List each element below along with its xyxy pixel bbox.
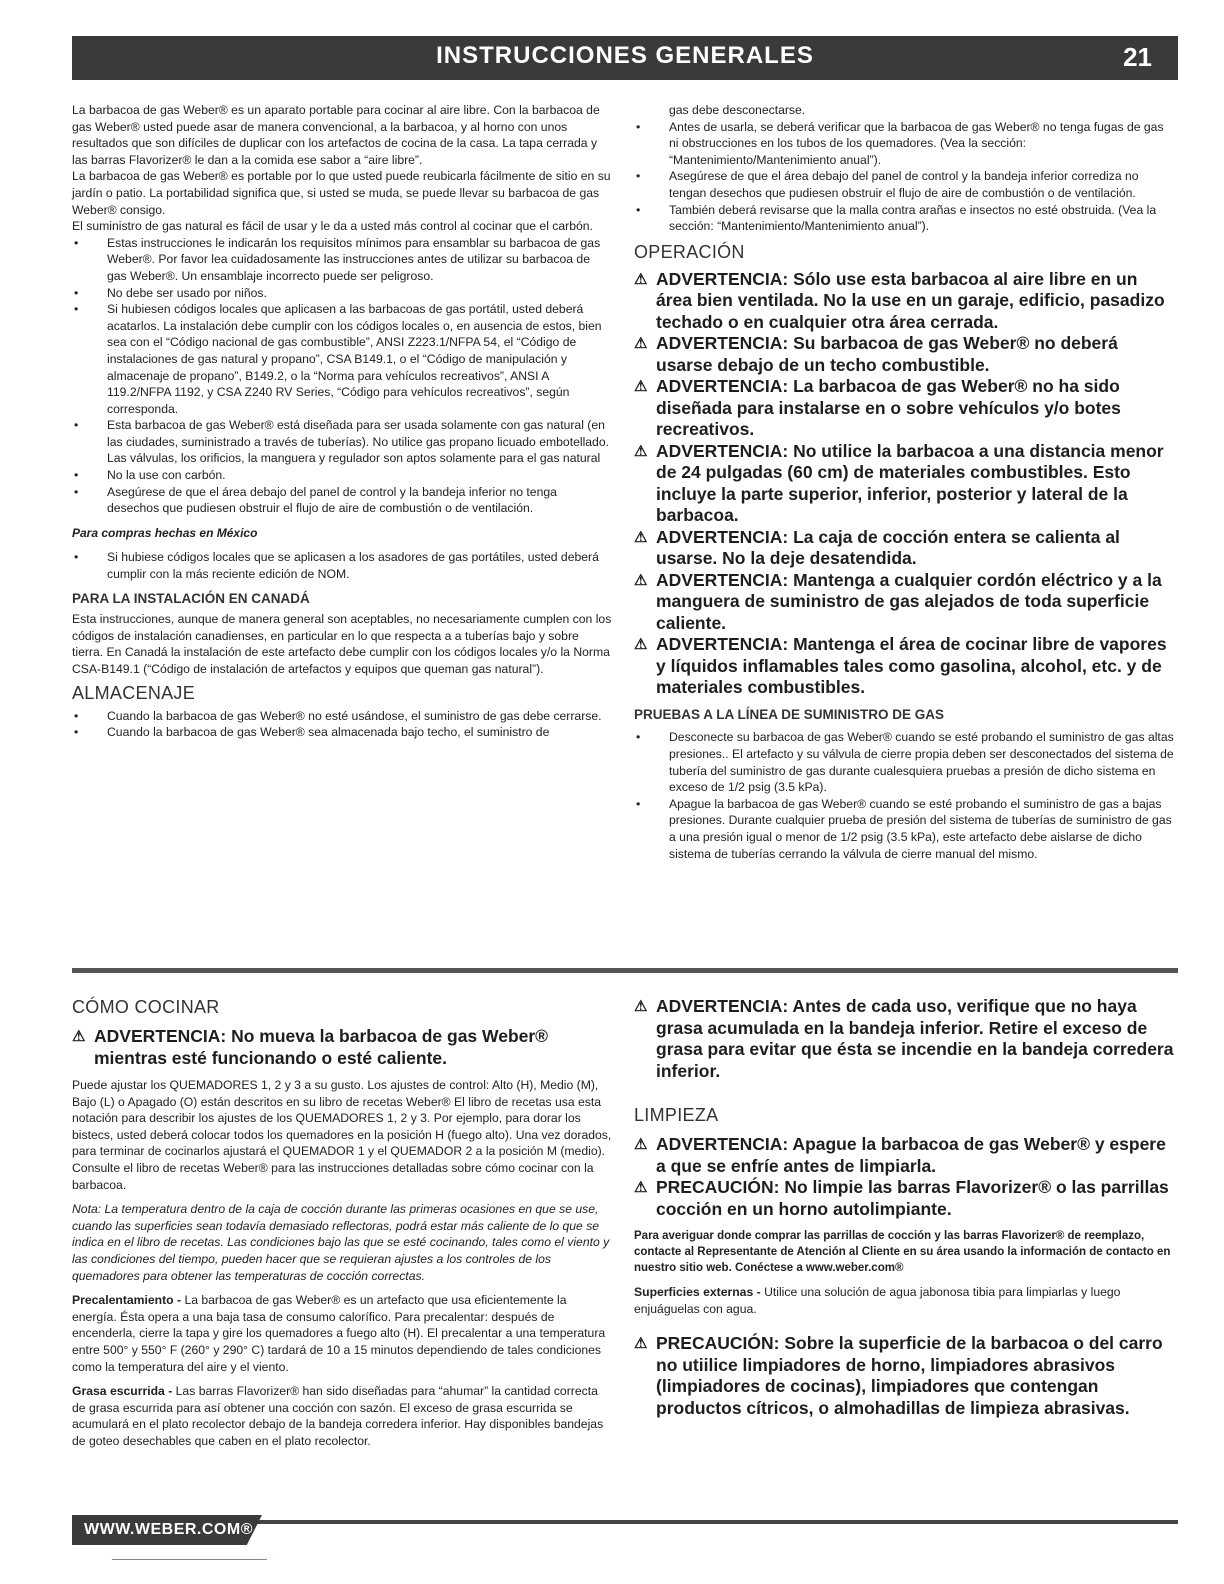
list-item: • No debe ser usado por niños. <box>72 285 612 302</box>
warning-6: ⚠ ADVERTENCIA: Mantenga a cualquier cordón eléctrico y a la manguera de suministro de gas alejados de toda superficie caliente. <box>634 569 1162 633</box>
preheat-paragraph: Precalentamiento - La barbacoa de gas Weber® es un artefacto que usa eficientemente la energía. Ésta opera a una baja tasa de consumo calorífico. Para precalentar: después de encenderla, cierre la tapa y gire los quemadores a fuego alto (H). El precalentar a una temperatura entre 500° y 550° F (260° y 290° C) tardará de 10 a 15 minutos dependiendo de tales condiciones como la temperatura del aire y el viento. <box>72 1293 606 1374</box>
warning-5: ⚠ ADVERTENCIA: La caja de cocción entera se calienta al usarse. No la deje desatendida. <box>634 526 1120 569</box>
page-title: INSTRUCCIONES GENERALES <box>436 42 814 69</box>
warning-triangle-icon: ⚠ <box>72 1028 86 1045</box>
exterior-label: Superficies externas - <box>634 1285 761 1299</box>
cooking-warning: ⚠ ADVERTENCIA: No mueva la barbacoa de gas Weber® mientras esté funcionando o esté caliente. <box>72 1026 549 1068</box>
warning-triangle-icon: ⚠ <box>634 1179 648 1196</box>
warning-triangle-icon: ⚠ <box>634 636 648 654</box>
list-item: • Si hubiese códigos locales que se aplicasen a los asadores de gas portátiles, usted deberá cumplir con la más reciente edición de NOM. <box>72 549 612 582</box>
list-item: • Desconecte su barbacoa de gas Weber® cuando se esté probando el suministro de gas altas presiones.. El artefacto y su válvula de cierre propia deben ser desconectados del sistema de tubería del suministro de gas durante cualesquiera pruebas a presión de dicho sistema en exceso de 1/2 psig (3.5 kPa). <box>634 729 1174 795</box>
list-item: • Antes de usarla, se deberá verificar que la barbacoa de gas Weber® no tenga fugas de gas ni obstrucciones en los tubos de los quemadores. (Vea la sección: “Mantenimiento/Mantenimiento anual”). <box>634 119 1174 169</box>
buy-info: Para averiguar donde comprar las parrillas de cocción y las barras Flavorizer® de reemplazo, contacte al Representante de Atención al Cliente en su área usando la información de contacto en nuestro sitio web. Conéctese a www.weber.com® <box>634 1230 1171 1274</box>
page-header <box>72 36 1178 80</box>
list-item: • Si hubiesen códigos locales que aplicasen a las barbacoas de gas portátil, usted deberá acatarlos. La instalación debe cumplir con los códigos locales o, en ausencia de estos, bien sea con el “Código nacional de gas combustible”, ANSI Z223.1/NFPA 54, el “Código de instalaciones de gas natural y propano”, CSA B149.1, o el “Código de manipulación y almacenaje de propano”, B149.2, o la “Norma para vehículos recreativos”, ANSI A 119.2/NFPA 1192, y CSA Z240 RV Series, “Código para vehículos recreativos”, según corresponda. <box>72 301 612 417</box>
warning-triangle-icon: ⚠ <box>634 335 648 353</box>
cleaning-warning: ⚠ ADVERTENCIA: Apague la barbacoa de gas Weber® y espere a que se enfríe antes de limpiarla. <box>634 1134 1166 1176</box>
warning-2: ⚠ ADVERTENCIA: Su barbacoa de gas Weber® no deberá usarse debajo de un techo combustible. <box>634 333 1118 375</box>
page-number: 21 <box>1123 42 1152 72</box>
warning-triangle-icon: ⚠ <box>634 528 648 546</box>
warning-triangle-icon: ⚠ <box>634 442 648 460</box>
warning-4: ⚠ ADVERTENCIA: No utilice la barbacoa a una distancia menor de 24 pulgadas (60 cm) de materiales combustibles. Esto incluye la parte superior, inferior, posterior y lateral de la barbacoa. <box>634 440 1164 526</box>
warning-triangle-icon: ⚠ <box>634 1136 648 1153</box>
list-item: • Asegúrese de que el área debajo del panel de control y la bandeja inferior no tenga desechos que pudiesen obstruir el flujo de aire de combustión o de ventilación. <box>72 484 612 517</box>
footer-url[interactable]: WWW.WEBER.COM® <box>84 1521 253 1538</box>
top-left-column <box>72 102 612 741</box>
list-item: • También deberá revisarse que la malla contra arañas e insectos no esté obstruida. (Vea la sección: “Mantenimiento/Mantenimiento anual”). <box>634 202 1174 235</box>
surface-caution: ⚠ PRECAUCIÓN: Sobre la superficie de la barbacoa o del carro no utiilice limpiadores de horno, limpiadores abrasivos (limpiadores de cocinas), limpiadores que contengan productos cítricos, o almohadillas de limpieza abrasivas. <box>634 1333 1163 1418</box>
oven-caution: ⚠ PRECAUCIÓN: No limpie las barras Flavorizer® o las parrillas cocción en un horno autolimpiante. <box>634 1177 1169 1219</box>
list-item: • No la use con carbón. <box>72 467 612 484</box>
list-item: • Esta barbacoa de gas Weber® está diseñada para ser usada solamente con gas natural (en las ciudades, suministrado a través de tuberías). No utilice gas propano licuado embotellado. Las válvulas, los orificios, la manguera y regulador son aptos solamente para el gas natural <box>72 417 612 467</box>
list-item: • Apague la barbacoa de gas Weber® cuando se esté probando el suministro de gas a bajas presiones. Durante cualquier prueba de presión del sistema de tuberías de suministro de gas a una presión igual o menor de 1/2 psig (3.5 kPa), este artefacto debe aislarse de dicho sistema de tuberías cerrando la válvula de cierre manual del mismo. <box>634 796 1174 862</box>
warning-triangle-icon: ⚠ <box>634 571 648 589</box>
warning-triangle-icon: ⚠ <box>634 270 648 288</box>
canada-paragraph: Esta instrucciones, aunque de manera general son aceptables, no necesariamente cumplen con los códigos de instalación canadienses, en particular en lo que respecta a a tuberías bajo y sobre tierra. En Canadá la instalación de este artefacto debe cumplir con los códigos locales y/o la Norma CSA-B149.1 (“Código de instalación de artefactos y equipos que queman gas natural”). <box>72 612 612 676</box>
cleaning-heading: LIMPIEZA <box>634 1105 719 1125</box>
bottom-right-column <box>634 996 1179 1419</box>
section-divider <box>72 968 1178 973</box>
grease-warning: ⚠ ADVERTENCIA: Antes de cada uso, verifique que no haya grasa acumulada en la bandeja inferior. Retire el exceso de grasa para evitar que ésta se incendie en la bandeja corredera inferior. <box>634 996 1174 1081</box>
intro-paragraph-3: El suministro de gas natural es fácil de usar y le da a usted más control al cocinar que el carbón. <box>72 219 593 234</box>
continuation-text: gas debe desconectarse. <box>669 103 806 117</box>
list-item: • Asegúrese de que el área debajo del panel de control y la bandeja inferior corrediza no tengan desechos que pudiesen obstruir el flujo de aire de combustión o de ventilación. <box>634 168 1174 201</box>
warning-triangle-icon: ⚠ <box>634 378 648 396</box>
grease-paragraph: Grasa escurrida - Las barras Flavorizer® han sido diseñadas para “ahumar” la cantidad correcta de grasa escurrida para así obtener una cocción con sazón. El exceso de grasa escurrida se acumulará en el plato recolector debajo de la bandeja corredera inferior. Hay disponibles bandejas de goteo desechables que caben en el plato recolector. <box>72 1384 604 1448</box>
warning-triangle-icon: ⚠ <box>634 998 648 1015</box>
operation-heading: OPERACIÓN <box>634 241 745 262</box>
list-item: • Cuando la barbacoa de gas Weber® no esté usándose, el suministro de gas debe cerrarse. <box>72 708 612 725</box>
storage-heading: ALMACENAJE <box>72 682 196 703</box>
preheat-label: Precalentamiento - <box>72 1293 182 1308</box>
footer-underline <box>112 1559 267 1560</box>
list-item: • Cuando la barbacoa de gas Weber® sea almacenada bajo techo, el suministro de <box>72 724 612 741</box>
gas-test-heading: PRUEBAS A LA LÍNEA DE SUMINISTRO DE GAS <box>634 706 945 722</box>
cooking-heading: CÓMO COCINAR <box>72 997 220 1017</box>
exterior-paragraph: Superficies externas - Utilice una solución de agua jabonosa tibia para limpiarlas y luego enjuáguelas con agua. <box>634 1285 1121 1316</box>
list-item: • Estas instrucciones le indicarán los requisitos mínimos para ensamblar su barbacoa de gas Weber®. Por favor lea cuidadosamente las instrucciones antes de utilizar su barbacoa de gas Weber®. Un ensamblaje incorrecto puede ser peligroso. <box>72 235 612 285</box>
cooking-paragraph: Puede ajustar los QUEMADORES 1, 2 y 3 a su gusto. Los ajustes de control: Alto (H), Medio (M), Bajo (L) o Apagado (O) están descritos en su libro de recetas Weber® El libro de recetas usa esta notación para describir los ajustes de los QUEMADORES 1, 2 y 3. Por ejemplo, para dorar los bistecs, usted deberá colocar todos los quemadores en la posición H (fuego alto). Una vez dorados, para terminar de cocinarlos ajustará el QUEMADOR 1 y el QUEMADOR 2 a la posición M (medio). Consulte el libro de recetas Weber® para las instrucciones detalladas sobre cómo cocinar con la barbacoa. <box>72 1078 612 1192</box>
grease-label: Grasa escurrida - <box>72 1384 173 1399</box>
warning-triangle-icon: ⚠ <box>634 1335 648 1353</box>
intro-paragraph-1: La barbacoa de gas Weber® es un aparato portable para cocinar al aire libre. Con la barbacoa de gas Weber® usted puede asar de manera convencional, a la barbacoa, y al horno con unos resultados que son difíciles de duplicar con los artefactos de cocina de la casa. La tapa cerrada y las barras Flavorizer® le dan a la comida ese sabor a “aire libre”. <box>72 103 600 167</box>
warning-7: ⚠ ADVERTENCIA: Mantenga el área de cocinar libre de vapores y líquidos inflamables tales como gasolina, alcohol, etc. y de materiales combustibles. <box>634 634 1167 698</box>
canada-heading: PARA LA INSTALACIÓN EN CANADÁ <box>72 590 310 606</box>
warning-3: ⚠ ADVERTENCIA: La barbacoa de gas Weber® no ha sido diseñada para instalarse en o sobre vehículos y/o botes recreativos. <box>634 376 1121 440</box>
top-right-column <box>634 102 1174 862</box>
intro-paragraph-2: La barbacoa de gas Weber® es portable por lo que usted puede reubicarla fácilmente de sitio en su jardín o patio. La portabilidad significa que, si usted se muda, se puede llevar su barbacoa de gas Weber® consigo. <box>72 169 611 217</box>
warning-1: ⚠ ADVERTENCIA: Sólo use esta barbacoa al aire libre en un área bien ventilada. No la use en un garaje, edificio, pasadizo techado o en cualquier otra área cerrada. <box>634 268 1165 332</box>
bottom-left-column <box>72 996 612 1449</box>
cooking-note: Nota: La temperatura dentro de la caja de cocción durante las primeras ocasiones en que se use, cuando las superficies sean todavía demasiado reflectoras, podrá estar más caliente de lo que se indica en el libro de recetas. Las condiciones bajo las que se esté cocinando, tales como el viento y las condiciones del tiempo, pueden hacer que se requieran ajustes a los controles de los quemadores para obtener las temperaturas de cocción correctas. <box>72 1202 610 1283</box>
mexico-heading: Para compras hechas en México <box>72 525 258 540</box>
